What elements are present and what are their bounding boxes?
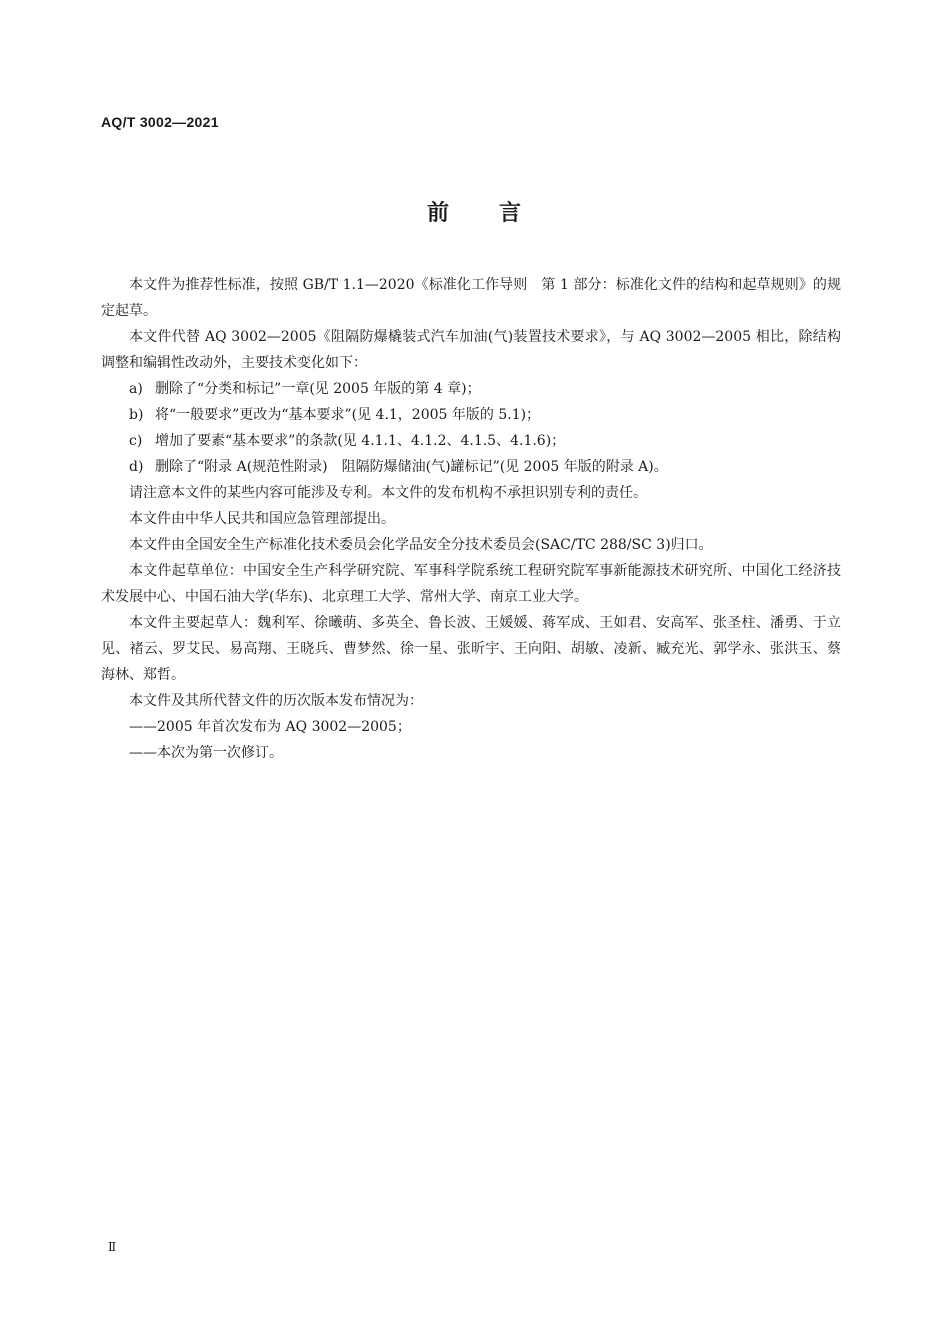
standard-code: AQ/T 3002—2021 xyxy=(101,114,219,130)
list-item xyxy=(101,454,841,480)
history-item: ——2005 年首次发布为 AQ 3002—2005； xyxy=(129,719,411,735)
list-item-text: 删除了“附录 A(规范性附录) 阻隔防爆储油(气)罐标记”(见 2005 年版的附录 A)。 xyxy=(155,459,668,475)
list-marker: c) xyxy=(129,433,143,449)
list-item xyxy=(101,376,841,402)
paragraph-replacement: 本文件代替 AQ 3002—2005《阻隔防爆橇装式汽车加油(气)装置技术要求》，与 AQ 3002—2005 相比，除结构调整和编辑性改动外，主要技术变化如下： xyxy=(101,329,841,371)
paragraph-drafting-units: 本文件起草单位：中国安全生产科学研究院、军事科学院系统工程研究院军事新能源技术研究所、中国化工经济技术发展中心、中国石油大学(华东)、北京理工大学、常州大学、南京工业大学。 xyxy=(101,563,841,605)
paragraph-drafters: 本文件主要起草人：魏利军、徐曦萌、多英全、鲁长波、王媛媛、蒋军成、王如君、安高军、张圣柱、潘勇、于立见、褚云、罗艾民、易高翔、王晓兵、曹梦然、徐一星、张昕宇、王向阳、胡敏、凌新、臧充光、郭学永、张洪玉、蔡海林、郑哲。 xyxy=(101,615,841,683)
list-marker: a) xyxy=(129,381,143,397)
list-item xyxy=(101,402,841,428)
paragraph-drafting-basis: 本文件为推荐性标准，按照 GB/T 1.1—2020《标准化工作导则 第 1 部分：标准化文件的结构和起草规则》的规定起草。 xyxy=(101,277,841,319)
list-item xyxy=(101,428,841,454)
page-number: Ⅱ xyxy=(108,1240,117,1254)
history-item: ——本次为第一次修订。 xyxy=(129,745,283,761)
list-marker: b) xyxy=(129,407,144,423)
list-item-text: 将“一般要求”更改为“基本要求”(见 4.1，2005 年版的 5.1)； xyxy=(155,407,541,423)
list-item-text: 增加了要素“基本要求”的条款(见 4.1.1、4.1.2、4.1.5、4.1.6)； xyxy=(155,433,566,449)
page-title: 前 言 xyxy=(426,201,523,226)
list-marker: d) xyxy=(129,459,144,475)
foreword-body xyxy=(101,272,841,766)
paragraph-committee: 本文件由全国安全生产标准化技术委员会化学品安全分技术委员会(SAC/TC 288/SC 3)归口。 xyxy=(129,537,713,553)
paragraph-history-intro: 本文件及其所代替文件的历次版本发布情况为： xyxy=(129,693,423,709)
list-item-text: 删除了“分类和标记”一章(见 2005 年版的第 4 章)； xyxy=(155,381,481,397)
paragraph-proposer: 本文件由中华人民共和国应急管理部提出。 xyxy=(129,511,395,527)
paragraph-patent-notice: 请注意本文件的某些内容可能涉及专利。本文件的发布机构不承担识别专利的责任。 xyxy=(129,485,647,501)
